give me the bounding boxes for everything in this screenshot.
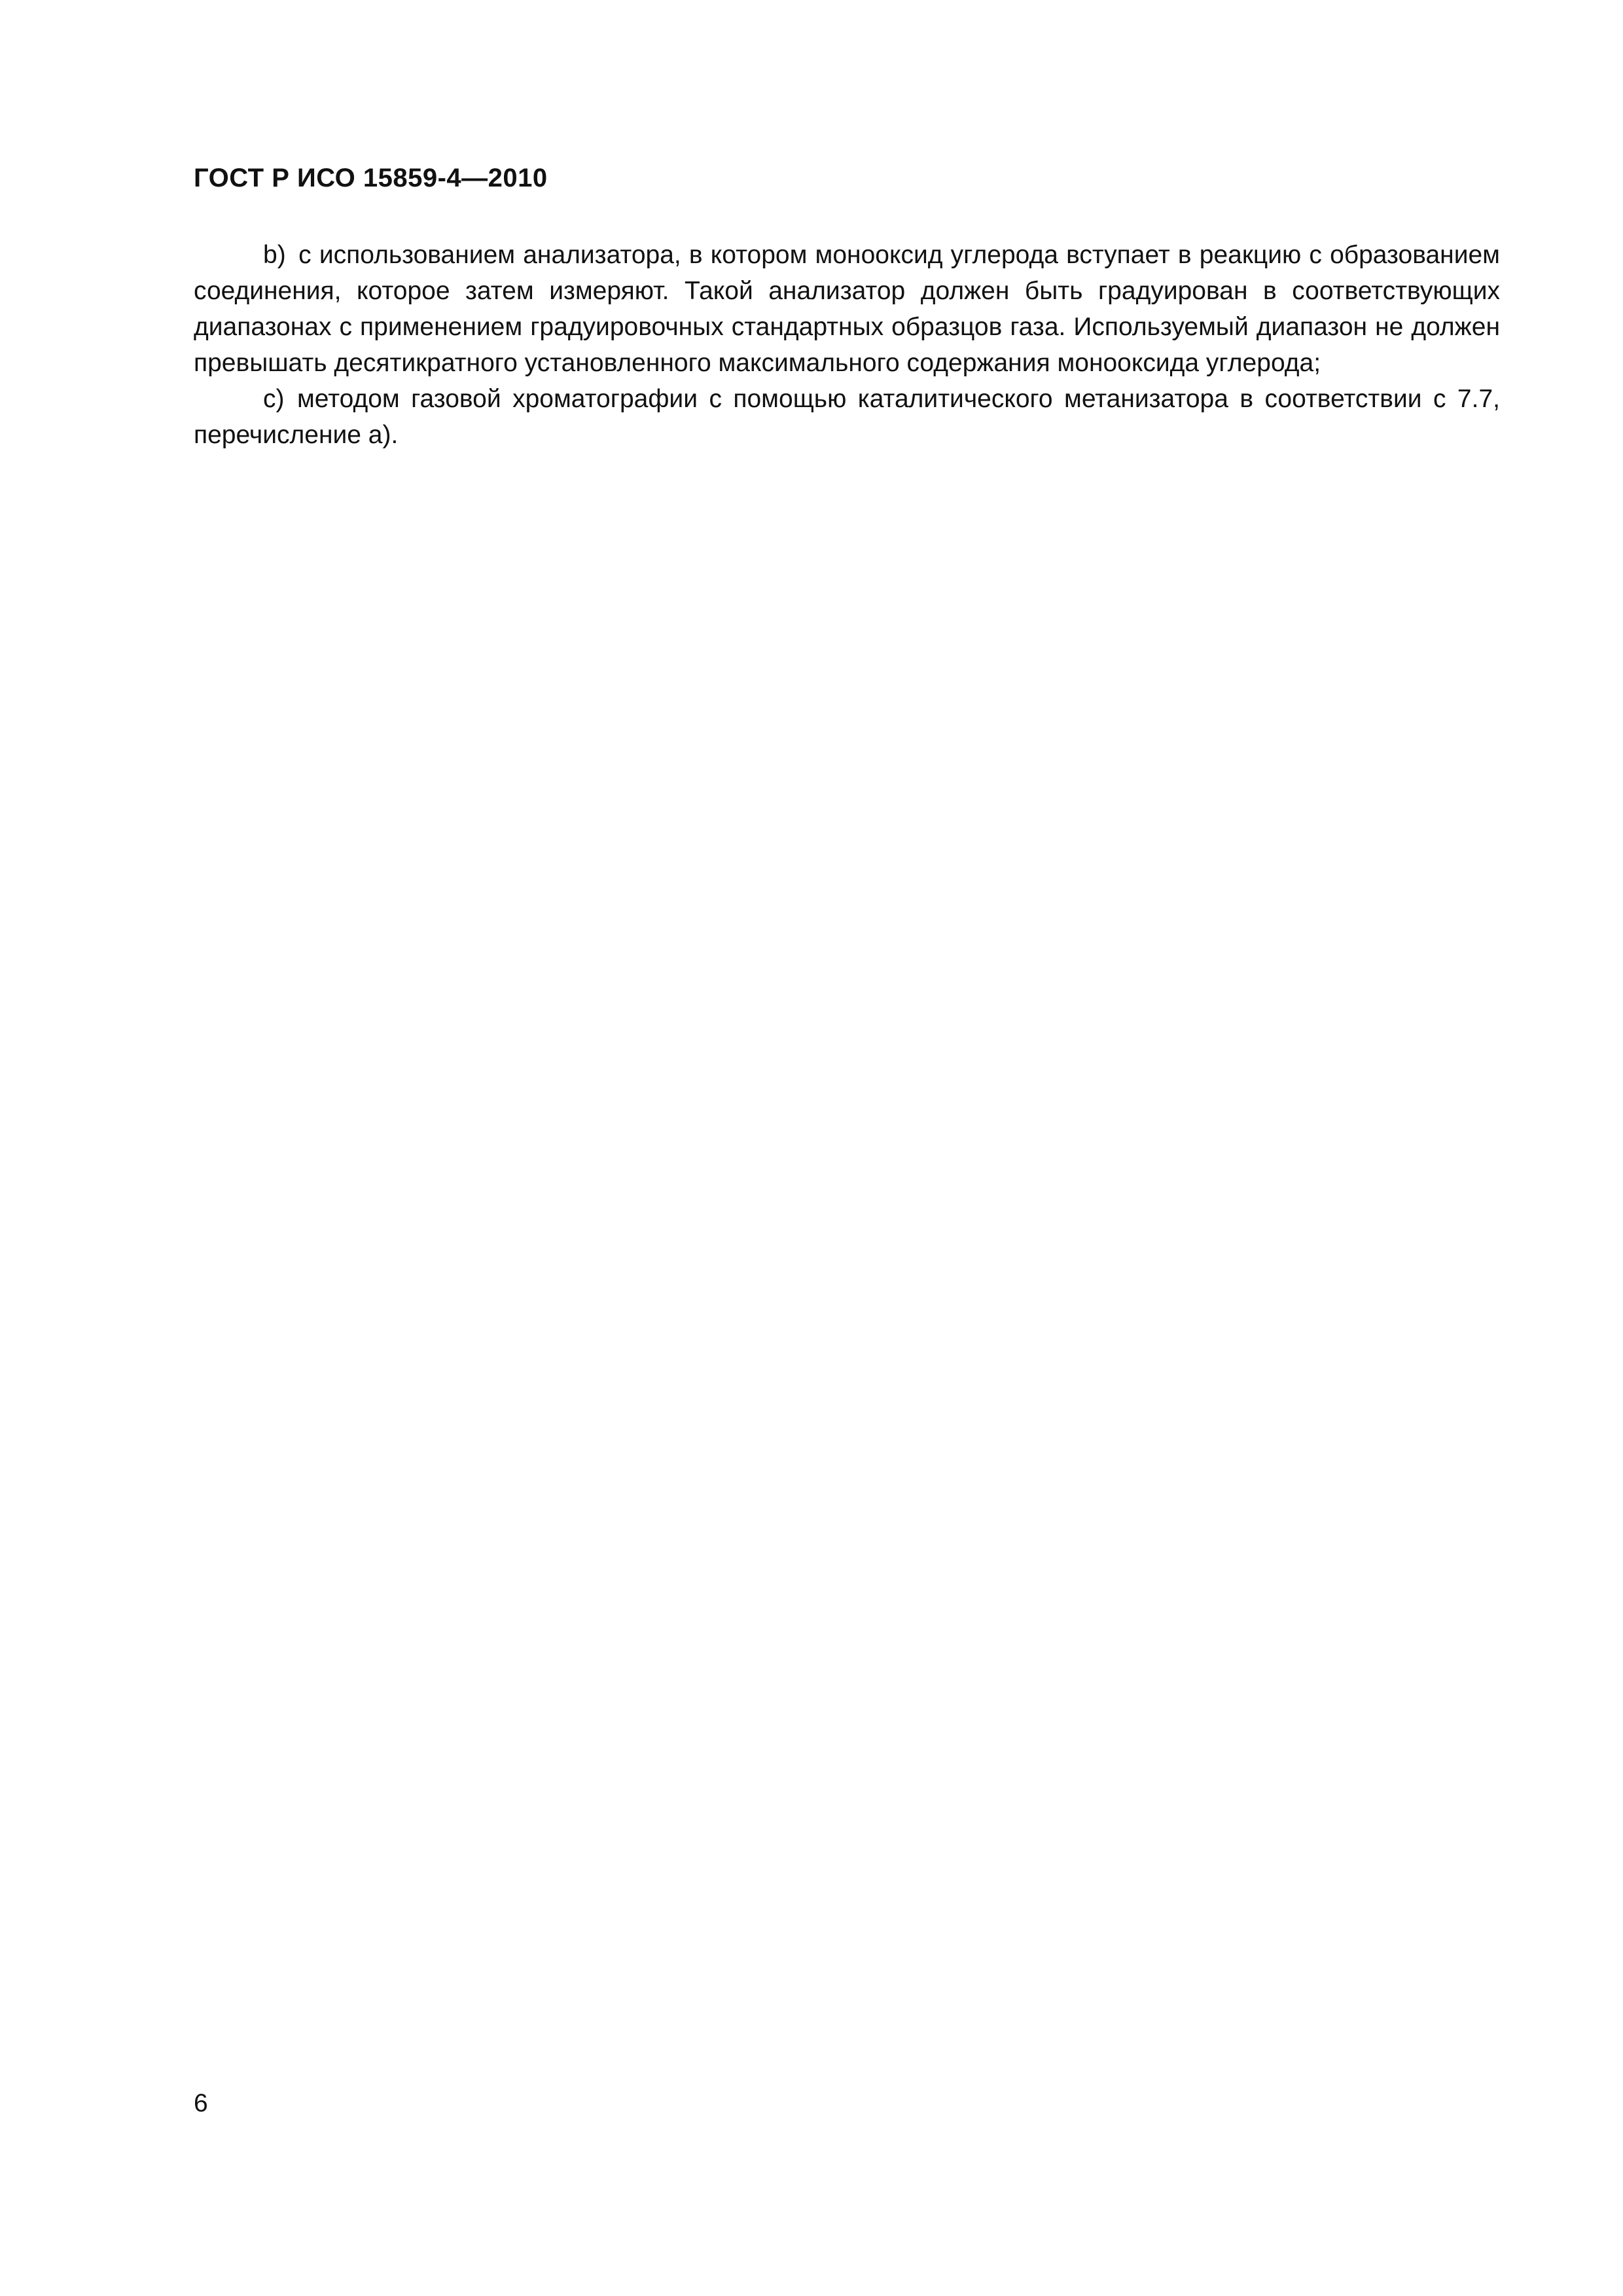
list-item-b: b) с использованием анализатора, в котором монооксид углерода вступает в реакцию с образованием соединения, которое затем измеряют. Такой анализатор должен быть градуирован в соответствующих диапазонах с применением градуировочных стандартных образцов газа. Используемый диапазон не должен превышать десятикратного установленного максимального содержания монооксида углерода; (194, 241, 1500, 377)
page-number: 6 (194, 2089, 208, 2117)
body-text (194, 237, 1500, 453)
list-item-c: c) методом газовой хроматографии с помощью каталитического метанизатора в соответствии с 7.7, перечисление а). (194, 385, 1500, 449)
document-header: ГОСТ Р ИСО 15859-4—2010 (194, 164, 548, 192)
